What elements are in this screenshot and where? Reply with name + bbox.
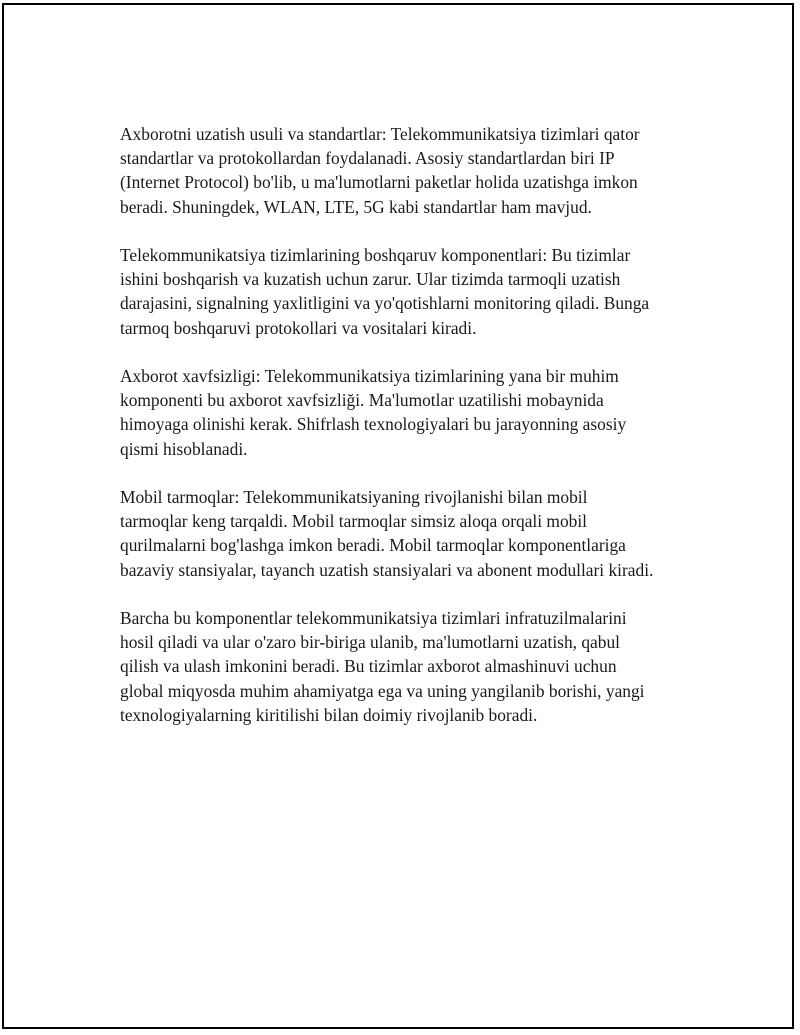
- document-page: [2, 3, 794, 1029]
- text-line: qilish va ulash imkonini beradi. Bu tizimlar axborot almashinuvi uchun: [120, 656, 617, 677]
- text-line: Axborot xavfsizligi: Telekommunikatsiya tizimlarining yana bir muhim: [120, 366, 619, 386]
- text-line: beradi. Shuningdek, WLAN, LTE, 5G kabi standartlar ham mavjud.: [120, 196, 592, 217]
- paragraph-information-security: [120, 364, 700, 461]
- text-line: (Internet Protocol) bo'lib, u ma'lumotlarni paketlar holida uzatishga imkon: [120, 172, 638, 193]
- text-line: ishini boshqarish va kuzatish uchun zarur. Ular tizimda tarmoqli uzatish: [120, 269, 621, 290]
- text-line: Barcha bu komponentlar telekommunikatsiya tizimlari infratuzilmalarini: [120, 608, 627, 628]
- paragraph-conclusion: [120, 606, 700, 727]
- text-line: texnologiyalarning kiritilishi bilan doimiy rivojlanib boradi.: [120, 704, 538, 725]
- text-line: tarmoqlar keng tarqaldi. Mobil tarmoqlar simsiz aloqa orqali mobil: [120, 511, 588, 532]
- text-line: bazaviy stansiyalar, tayanch uzatish stansiyalari va abonent modullari kiradi.: [120, 559, 654, 580]
- text-line: darajasini, signalning yaxlitligini va yo'qotishlarni monitoring qiladi. Bunga: [120, 293, 650, 314]
- text-line: tarmoq boshqaruvi protokollari va vositalari kiradi.: [120, 317, 477, 338]
- text-line: Axborotni uzatish usuli va standartlar: Telekommunikatsiya tizimlari qator: [120, 124, 640, 144]
- text-line: qurilmalarni bog'lashga imkon beradi. Mobil tarmoqlar komponentlariga: [120, 535, 626, 556]
- text-line: standartlar va protokollardan foydalanadi. Asosiy standartlardan biri IP: [120, 148, 615, 169]
- text-line: komponenti bu axborot xavfsizliği. Ma'lumotlar uzatilishi mobaynida: [120, 390, 604, 411]
- text-line: global miqyosda muhim ahamiyatga ega va uning yangilanib borishi, yangi: [120, 680, 645, 701]
- text-line: Mobil tarmoqlar: Telekommunikatsiyaning rivojlanishi bilan mobil: [120, 487, 588, 507]
- document-body: [120, 122, 700, 751]
- text-line: hosil qiladi va ular o'zaro bir-biriga ulanib, ma'lumotlarni uzatish, qabul: [120, 632, 620, 653]
- paragraph-management-components: [120, 243, 700, 340]
- text-line: Telekommunikatsiya tizimlarining boshqaruv komponentlari: Bu tizimlar: [120, 245, 631, 265]
- paragraph-mobile-networks: [120, 485, 700, 582]
- text-line: himoyaga olinishi kerak. Shifrlash texnologiyalari bu jarayonning asosiy: [120, 414, 627, 435]
- text-line: qismi hisoblanadi.: [120, 438, 248, 459]
- paragraph-transmission-standards: [120, 122, 700, 219]
